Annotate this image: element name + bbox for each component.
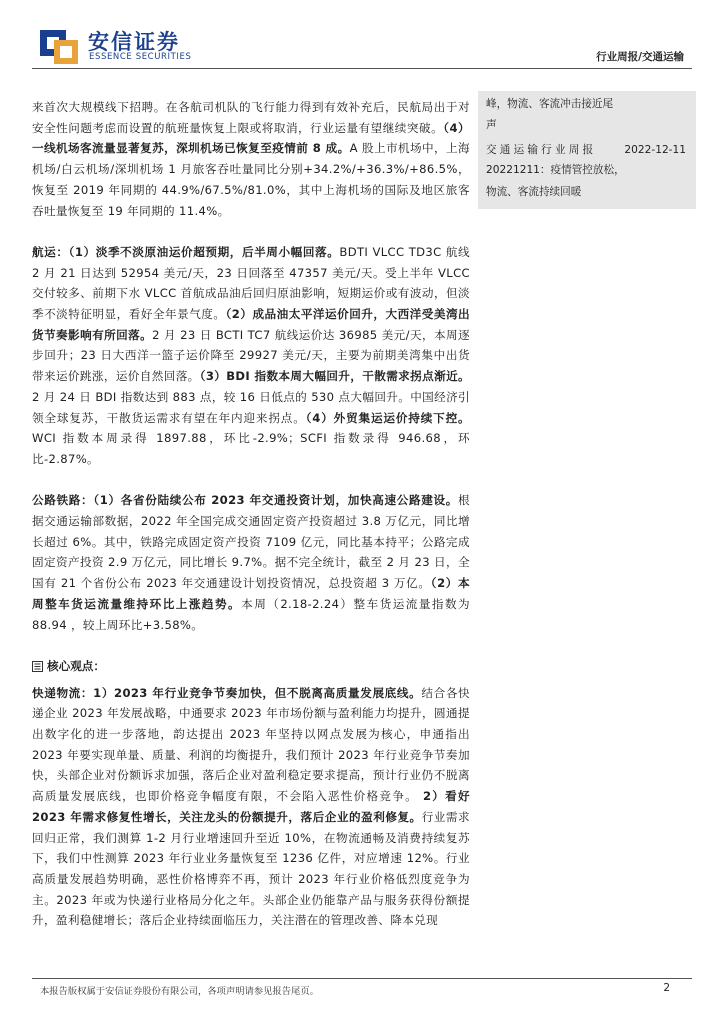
- road-rail-paragraph: [32, 490, 470, 635]
- shipping-text-1: BDTI VLCC TD3C 航线 2 月 21 日达到 52954 美元/天，23 日回落至 47357 美元/天。受上半年 VLCC 交付较多、前期下水 VLCC 首航成品油后回归原油影响，短期运价或有波动，但淡季不淡特征明显，看好全年景气度。: [32, 244, 470, 322]
- essence-logo-icon: [40, 26, 80, 66]
- shipping-bold-2: （2）成品油太平洋运价回升，大西洋受美湾出货节奏影响有所回落。: [32, 307, 470, 342]
- aviation-paragraph: [32, 97, 470, 221]
- sidebar-line-5: 物流、客流持续回暖: [486, 186, 582, 198]
- main-content: [32, 97, 470, 977]
- document-list-icon: [32, 661, 43, 672]
- road-rail-bold-2: （2）本周整车货运流量维持环比上涨趋势。: [32, 576, 470, 611]
- company-logo: [40, 26, 240, 70]
- shipping-text-2: 2 月 23 日 BCTI TC7 航线运价达 36985 美元/天，本周逐步回升；23 日大西洋一篮子运价降至 29927 美元/天，主要为前期美湾集中出货带来运价跳涨，运价自然回落。: [32, 327, 470, 384]
- page-number: 2: [663, 982, 670, 994]
- document-type-label: 行业周报/交通运输: [596, 51, 684, 63]
- sidebar-line-2: 声: [486, 119, 497, 131]
- core-views-heading: [32, 656, 470, 677]
- shipping-bold-4: （4）外贸集运运价持续下控。: [305, 410, 470, 425]
- road-rail-text-1: 根据交通运输部数据，2022 年全国完成交通固定资产投资超过 3.8 万亿元，同比增长超过 6%。其中，铁路完成固定资产投资 7109 亿元，同比基本持平；公路完成固定资产投资 2.9 万亿元，同比增长 9.7%。据不完全统计，截至 2 月 23 日，全国有 21 个省份公布 2023 年交通建设计划投资情况，总投资超 3 万亿。: [32, 493, 470, 591]
- express-bold-1: 快递物流：1）2023 年行业竞争节奏加快，但不脱离高质量发展底线。: [32, 685, 422, 700]
- express-text-1: 结合各快递企业 2023 年发展战略，中通要求 2023 年市场份额与盈利能力均提升，圆通提出数字化的进一步落地，韵达提出 2023 年坚持以网点发展为核心，申通指出 2023 年要实现单量、质量、利润的均衡提升，我们预计 2023 年行业竞争节奏加快，头部企业对份额诉求加强，落后企业对盈利稳定要求提高，预计行业仍不脱离高质量发展底线，也即价格竞争幅度有限，不会陷入恶性价格竞争。: [32, 685, 470, 804]
- aviation-text-1: 来首次大规模线下招聘。在各航司机队的飞行能力得到有效补充后，民航局出于对安全性问题考虑而设置的航班量恢复上限或将取消，行业运量有望继续突破。: [32, 100, 470, 135]
- sidebar-line-1: 峰，物流、客流冲击接近尾: [486, 98, 614, 110]
- aviation-bold-1: （4）一线机场客流量显著复苏，深圳机场已恢复至疫情前 8 成。: [32, 120, 470, 156]
- express-text-2: 行业需求回归正常，我们测算 1-2 月行业增速回升至近 10%，在物流通畅及消费持续复苏下，我们中性测算 2023 年行业业务量恢复至 1236 亿件，对应增速 12%。行业高质量发展趋势明确，恶性价格博弈不再，预计 2023 年行业价格低烈度竞争为主。2023 年或为快递行业格局分化之年。头部企业仍能靠产品与服务获得份额提升，盈利稳健增长；落后企业持续面临压力，关注潜在的管理改善、降本兑现: [32, 809, 470, 928]
- shipping-bold-1: 航运：（1）淡季不淡原油运价超预期，后半周小幅回落。: [32, 244, 340, 259]
- logo-english-text: ESSENCE SECURITIES: [89, 52, 192, 62]
- sidebar-report-title[interactable]: 交通运输行业周报: [486, 144, 597, 156]
- core-views-heading-text: 核心观点：: [47, 658, 105, 673]
- road-rail-bold-1: 公路铁路：（1）各省份陆续公布 2023 年交通投资计划，加快高速公路建设。: [32, 493, 459, 508]
- related-reports-sidebar: [478, 91, 696, 209]
- shipping-text-3: 2 月 24 日 BDI 指数达到 883 点，较 16 日低点的 530 点大幅回升。中国经济引领全球复苏，干散货运需求有望在年内迎来拐点。: [32, 389, 470, 425]
- shipping-bold-3: （3）BDI 指数本周大幅回升，干散需求拐点渐近。: [199, 369, 470, 384]
- header-divider: [32, 68, 692, 69]
- page-header: [0, 0, 724, 90]
- footer-divider: [32, 978, 692, 979]
- aviation-text-2: A 股上市机场中，上海机场/白云机场/深圳机场 1 月旅客吞吐量同比分别+34.2%/+36.3%/+86.5%，恢复至 2019 年同期的 44.9%/67.5%/81.0%，其中上海机场的国际及地区旅客吞吐量恢复至 19 年同期的 11.4%。: [32, 141, 470, 218]
- shipping-paragraph: [32, 242, 470, 470]
- shipping-text-4: WCI 指数本周录得 1897.88，环比-2.9%；SCFI 指数录得 946.68，环比-2.87%。: [32, 431, 470, 466]
- express-logistics-paragraph: [32, 683, 470, 931]
- express-bold-2: 2）看好 2023 年需求修复性增长，关注龙头的份额提升，落后企业的盈利修复。: [32, 789, 470, 824]
- sidebar-line-4: 20221211：疫情管控放松，: [486, 164, 625, 176]
- road-rail-text-2: 本周（2.18-2.24）整车货运流量指数为 88.94 ，较上周环比+3.58%。: [32, 596, 470, 632]
- logo-chinese-text: 安信证券: [88, 30, 180, 54]
- sidebar-report-date: 2022-12-11: [624, 144, 686, 156]
- footer-disclaimer: 本报告版权属于安信证券股份有限公司，各项声明请参见报告尾页。: [40, 986, 319, 997]
